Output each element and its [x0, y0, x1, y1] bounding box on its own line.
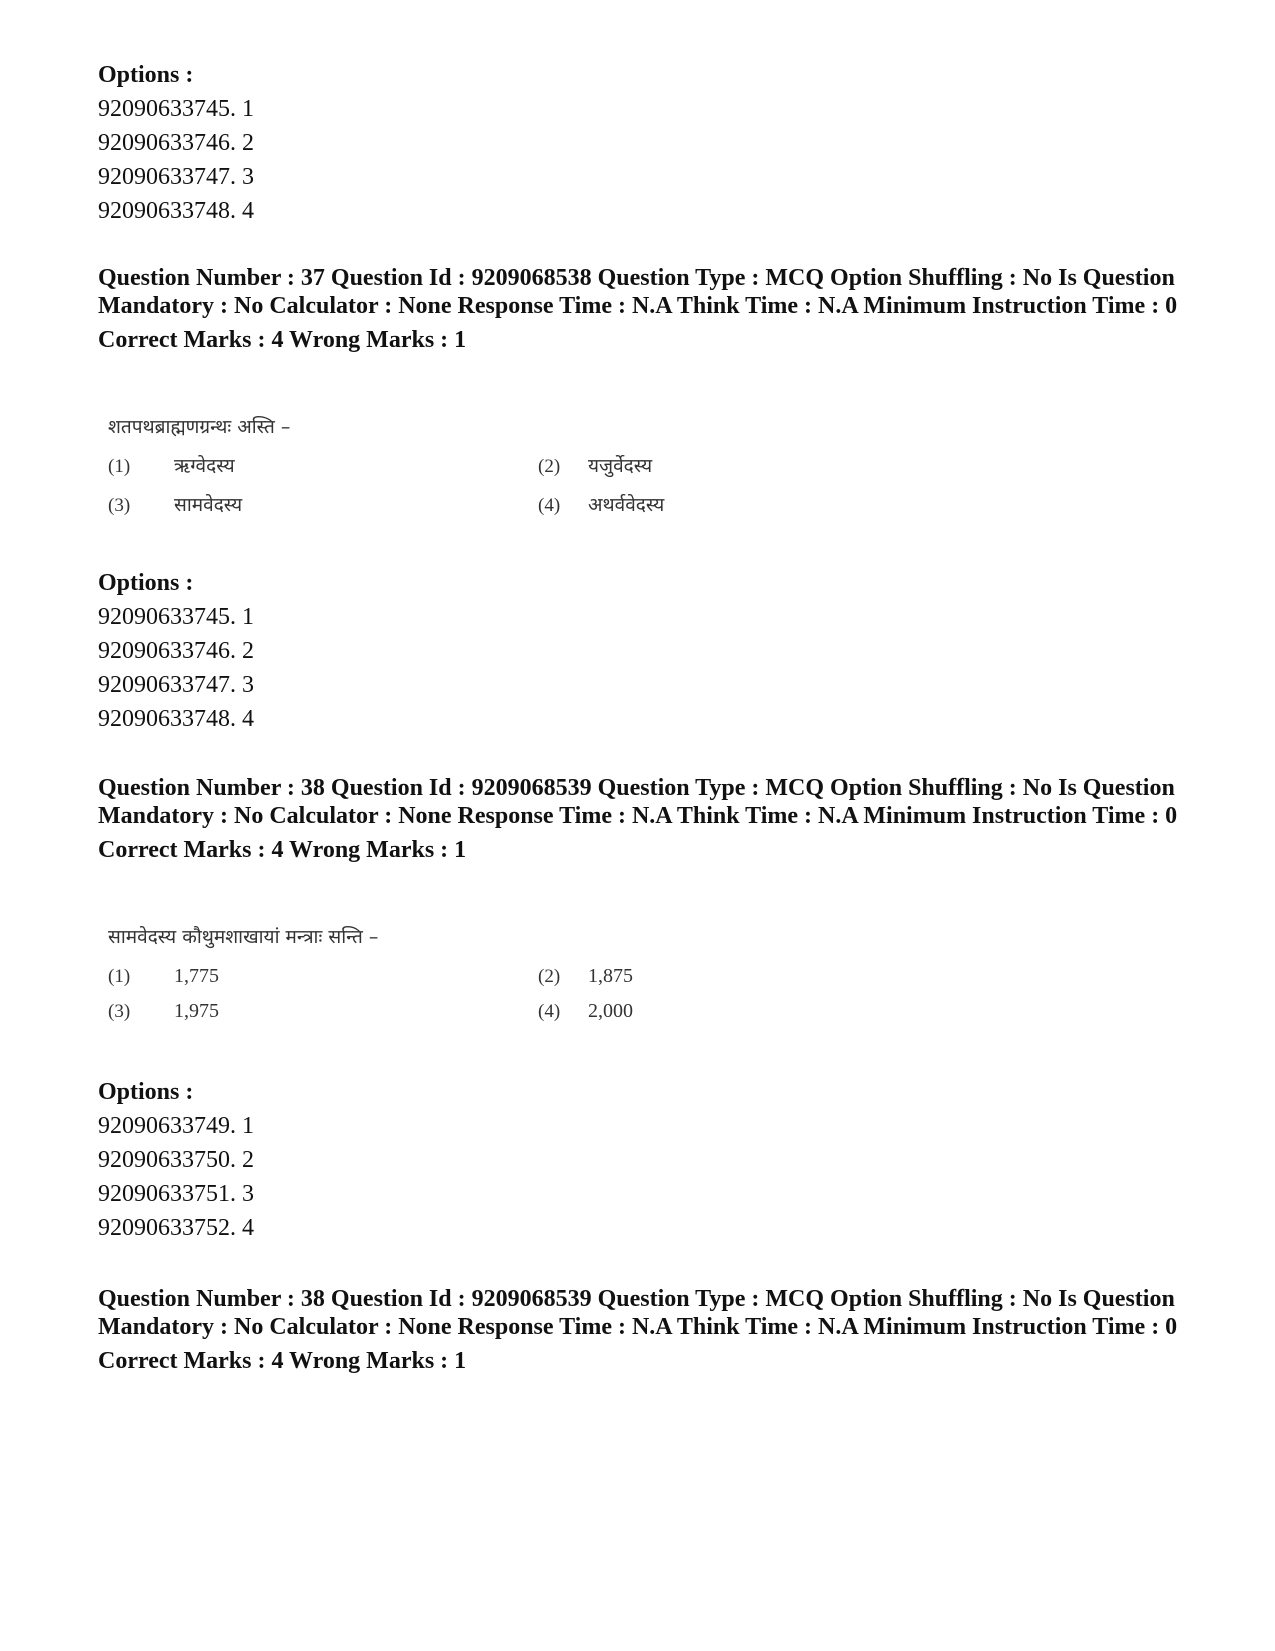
choice-number: (2)	[538, 966, 561, 987]
question-38-repeat-header	[98, 1285, 1188, 1375]
question-marks: Correct Marks : 4 Wrong Marks : 1	[98, 327, 467, 353]
choice-item	[108, 492, 538, 519]
question-37-body	[108, 415, 728, 519]
choice-text: 1,775	[174, 965, 219, 987]
choice-number: (1)	[108, 966, 131, 987]
choice-item	[538, 492, 728, 519]
question-meta: Question Number : 38 Question Id : 9209068539 Question Type : MCQ Option Shuffling : No Is Question Mandatory : No Calculator : None Response Time : N.A Think Time : N.A Minimum Instruction Time : 0	[98, 1286, 1178, 1340]
choice-item	[538, 963, 728, 990]
question-meta: Question Number : 37 Question Id : 9209068538 Question Type : MCQ Option Shuffling : No Is Question Mandatory : No Calculator : None Response Time : N.A Think Time : N.A Minimum Instruction Time : 0	[98, 265, 1178, 319]
option-line: 92090633748. 4	[98, 706, 254, 732]
option-line: 92090633747. 3	[98, 164, 254, 190]
choice-item	[108, 963, 538, 990]
choice-text: अथर्ववेदस्य	[588, 494, 665, 516]
choice-grid	[108, 963, 728, 1025]
choice-item	[538, 453, 728, 480]
choice-text: 1,875	[588, 965, 633, 987]
choice-text: ऋग्वेदस्य	[174, 455, 235, 477]
choice-number: (4)	[538, 495, 561, 516]
choice-text: यजुर्वेदस्य	[588, 455, 653, 477]
options-section-1	[98, 58, 1188, 228]
option-line: 92090633752. 4	[98, 1215, 254, 1241]
option-line: 92090633745. 1	[98, 96, 254, 122]
choice-number: (4)	[538, 1001, 561, 1022]
choice-text: सामवेदस्य	[174, 494, 243, 516]
question-37-header	[98, 264, 1188, 354]
option-line: 92090633746. 2	[98, 638, 254, 664]
options-section-3	[98, 1075, 1188, 1245]
choice-number: (3)	[108, 1001, 131, 1022]
question-meta: Question Number : 38 Question Id : 9209068539 Question Type : MCQ Option Shuffling : No Is Question Mandatory : No Calculator : None Response Time : N.A Think Time : N.A Minimum Instruction Time : 0	[98, 775, 1178, 829]
choice-grid	[108, 453, 728, 519]
option-line: 92090633745. 1	[98, 604, 254, 630]
option-line: 92090633748. 4	[98, 198, 254, 224]
choice-text: 2,000	[588, 1000, 633, 1022]
options-heading: Options :	[98, 570, 194, 596]
question-38-header	[98, 774, 1188, 864]
option-line: 92090633747. 3	[98, 672, 254, 698]
choice-number: (3)	[108, 495, 131, 516]
choice-item	[108, 453, 538, 480]
question-stem: शतपथब्राह्मणग्रन्थः अस्ति –	[108, 416, 291, 438]
choice-item	[108, 998, 538, 1025]
question-38-body	[108, 925, 728, 1025]
option-line: 92090633749. 1	[98, 1113, 254, 1139]
question-stem: सामवेदस्य कौथुमशाखायां मन्त्राः सन्ति –	[108, 926, 379, 948]
choice-number: (1)	[108, 456, 131, 477]
option-line: 92090633751. 3	[98, 1181, 254, 1207]
question-marks: Correct Marks : 4 Wrong Marks : 1	[98, 837, 467, 863]
option-line: 92090633746. 2	[98, 130, 254, 156]
question-marks: Correct Marks : 4 Wrong Marks : 1	[98, 1348, 467, 1374]
choice-text: 1,975	[174, 1000, 219, 1022]
option-line: 92090633750. 2	[98, 1147, 254, 1173]
options-section-2	[98, 566, 1188, 736]
choice-item	[538, 998, 728, 1025]
options-heading: Options :	[98, 1079, 194, 1105]
choice-number: (2)	[538, 456, 561, 477]
options-heading: Options :	[98, 62, 194, 88]
